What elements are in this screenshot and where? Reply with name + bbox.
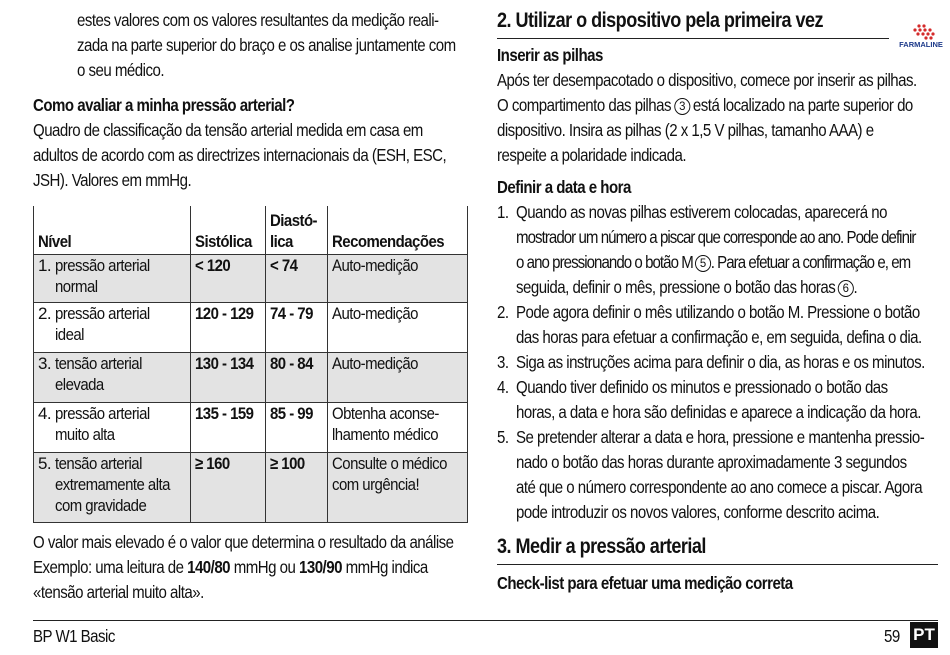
row-level: pressão arterial normal — [51, 255, 190, 303]
row-diastolic: ≥ 100 — [266, 453, 328, 523]
batteries-line-4: respeite a polaridade indicada. — [497, 145, 686, 165]
batteries-line-3: dispositivo. Insira as pilhas (2 x 1,5 V pilhas, tamanho AAA) e — [497, 120, 874, 140]
row-recommendation: Auto-medição — [328, 353, 468, 403]
batteries-line-1: Após ter desempacotado o dispositivo, comece por inserir as pilhas. — [497, 70, 917, 90]
step-4-line-1: Quando tiver definido os minutos e pressionado o botão das — [516, 377, 888, 397]
checklist-heading: Check-list para efetuar uma medição correta — [497, 573, 793, 593]
row-systolic: < 120 — [190, 255, 265, 303]
row-level: pressão arterial ideal — [51, 303, 190, 353]
step-1-line-3: o ano pressionando o botão M 5 . Para efetuar a confirmação e, em — [516, 252, 911, 272]
header-diastolic: Diastó- lica — [266, 206, 328, 255]
row-systolic: 130 - 134 — [190, 353, 265, 403]
row-number: 4. — [34, 403, 51, 453]
row-recommendation: Obtenha aconse- lhamento médico — [328, 403, 468, 453]
intro-line-2: zada na parte superior do braço e os analise juntamente com — [77, 35, 456, 55]
row-diastolic: < 74 — [266, 255, 328, 303]
footer-page-number: 59 — [884, 626, 900, 646]
example-value-1: 140/80 — [187, 557, 231, 577]
header-recommendations: Recomendações — [328, 206, 468, 255]
example-line: Exemplo: uma leitura de 140/80 mmHg ou 130/90 mmHg indica — [33, 557, 428, 577]
table-row — [34, 453, 468, 523]
table-row — [34, 403, 468, 453]
step-1-line-1: Quando as novas pilhas estiverem colocadas, aparecerá no — [516, 202, 888, 222]
header-systolic: Sistólica — [190, 206, 265, 255]
row-diastolic: 74 - 79 — [266, 303, 328, 353]
example-value-2: 130/90 — [298, 557, 342, 577]
farmaline-logo — [893, 22, 949, 50]
footer-rule — [33, 620, 938, 621]
intro-line-3: o seu médico. — [77, 60, 164, 80]
button-m-ref-icon: 5 — [695, 255, 711, 272]
table-row — [34, 303, 468, 353]
row-number: 5. — [34, 453, 51, 523]
bp-classification-table — [33, 206, 468, 523]
bp-evaluation-heading: Como avaliar a minha pressão arterial? — [33, 95, 295, 115]
batteries-line-2: O compartimento das pilhas 3 está localizado na parte superior do — [497, 95, 913, 115]
step-5-line-1: Se pretender alterar a data e hora, pressione e mantenha pressio- — [516, 427, 925, 447]
section-3-rule — [497, 564, 938, 565]
row-number: 2. — [34, 303, 51, 353]
desc-line-1: Quadro de classificação da tensão arterial medida em casa em — [33, 120, 423, 140]
step-2-number: 2. — [497, 302, 509, 322]
section-2-rule — [497, 38, 889, 39]
table-header-row — [34, 206, 468, 255]
table-row — [34, 255, 468, 303]
header-level: Nível — [34, 206, 191, 255]
row-diastolic: 80 - 84 — [266, 353, 328, 403]
step-5-line-2: nado o botão das horas durante aproximadamente 3 segundos — [516, 452, 907, 472]
battery-compartment-ref-icon: 3 — [674, 98, 690, 115]
step-5-line-3: até que o número correspondente ao ano comece a piscar. Agora — [516, 477, 923, 497]
intro-line-1: estes valores com os valores resultantes da medição reali- — [77, 10, 439, 30]
step-1-line-2: mostrador um número a piscar que corresponde ao ano. Pode definir — [516, 227, 916, 247]
row-level: tensão arterial extremamente alta com gravidade — [51, 453, 190, 523]
language-badge: PT — [910, 622, 938, 648]
footer-product-name: BP W1 Basic — [33, 626, 115, 646]
date-time-heading: Definir a data e hora — [497, 177, 631, 197]
step-4-number: 4. — [497, 377, 509, 397]
step-3-number: 3. — [497, 352, 509, 372]
section-3-title: 3. Medir a pressão arterial — [497, 535, 706, 558]
after-table-line: O valor mais elevado é o valor que determina o resultado da análise — [33, 532, 454, 552]
step-1-number: 1. — [497, 202, 509, 222]
row-number: 3. — [34, 353, 51, 403]
row-systolic: ≥ 160 — [190, 453, 265, 523]
desc-line-2: adultos de acordo com as directrizes internacionais da (ESH, ESC, — [33, 145, 447, 165]
row-level: tensão arterial elevada — [51, 353, 190, 403]
step-3-line-1: Siga as instruções acima para definir o dia, as horas e os minutos. — [516, 352, 925, 372]
step-2-line-1: Pode agora definir o mês utilizando o botão M. Pressione o botão — [516, 302, 920, 322]
table-row — [34, 353, 468, 403]
step-4-line-2: horas, a data e hora são definidas e aparece a indicação da hora. — [516, 402, 921, 422]
row-systolic: 135 - 159 — [190, 403, 265, 453]
row-recommendation: Auto-medição — [328, 255, 468, 303]
row-number: 1. — [34, 255, 51, 303]
row-systolic: 120 - 129 — [190, 303, 265, 353]
step-1-line-4: seguida, definir o mês, pressione o botão das horas 6 . — [516, 277, 858, 297]
section-2-title: 2. Utilizar o dispositivo pela primeira vez — [497, 9, 824, 32]
example-line-2: «tensão arterial muito alta». — [33, 582, 204, 602]
step-5-number: 5. — [497, 427, 509, 447]
desc-line-3: JSH). Valores em mmHg. — [33, 170, 192, 190]
row-level: pressão arterial muito alta — [51, 403, 190, 453]
hour-button-ref-icon: 6 — [838, 280, 854, 297]
svg-text:FARMALINE: FARMALINE — [899, 40, 943, 49]
batteries-heading: Inserir as pilhas — [497, 45, 603, 65]
row-recommendation: Auto-medição — [328, 303, 468, 353]
step-5-line-4: pode introduzir os novos valores, conforme descrito acima. — [516, 502, 880, 522]
step-2-line-2: das horas para efetuar a confirmação e, em seguida, defina o dia. — [516, 327, 922, 347]
row-recommendation: Consulte o médico com urgência! — [328, 453, 468, 523]
row-diastolic: 85 - 99 — [266, 403, 328, 453]
